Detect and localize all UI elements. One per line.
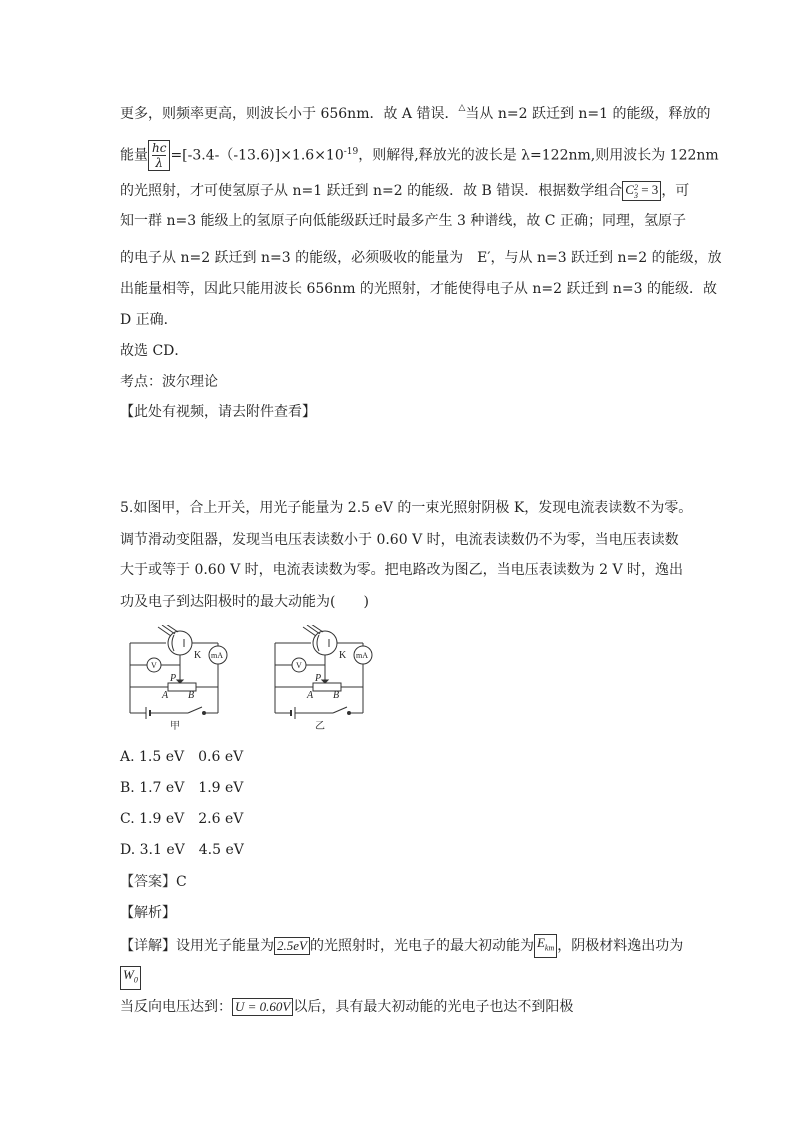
solution-line-1: 更多，则频率更高，则波长小于 656nm．故 A 错误．△当从 n=2 跃迁到 n=1 的能级，释放的 bbox=[120, 103, 711, 122]
question-line-2: 调节滑动变阻器，发现当电压表读数小于 0.60 V 时，电流表读数仍不为零，当电压表读数 bbox=[120, 532, 679, 548]
label-A: A bbox=[162, 690, 169, 701]
detail-line-2 bbox=[120, 966, 141, 990]
label-P: P bbox=[315, 673, 322, 684]
label-K: K bbox=[339, 650, 347, 661]
small-triangle-mark: △ bbox=[458, 103, 466, 113]
label-V: V bbox=[296, 661, 302, 670]
question-line-3: 大于或等于 0.60 V 时，电流表读数为零。把电路改为图乙，当电压表读数为 2 V 时，逸出 bbox=[120, 562, 683, 578]
option-c[interactable]: C. 1.9 eV 2.6 eV bbox=[120, 811, 244, 827]
solution-line-6: 出能量相等，因此只能用波长 656nm 的光照射，才能使得电子从 n=2 跃迁到 n=3 的能级．故 bbox=[120, 281, 718, 297]
voltage-box: U = 0.60V bbox=[232, 998, 293, 1016]
circuit-jia bbox=[130, 625, 227, 719]
label-A: A bbox=[307, 690, 314, 701]
label-B: B bbox=[188, 690, 195, 701]
detail-line-3: 当反向电压达到： U = 0.60V 以后，具有最大初动能的光电子也达不到阳极 bbox=[120, 999, 574, 1015]
label-V: V bbox=[151, 661, 157, 670]
caption-yi: 乙 bbox=[315, 721, 325, 732]
circuit-yi bbox=[275, 625, 372, 719]
question-line-1: 5.如图甲，合上开关，用光子能量为 2.5 eV 的一束光照射阴极 K，发现电流表读数不为零。 bbox=[120, 500, 693, 516]
caption-jia: 甲 bbox=[170, 721, 180, 732]
answer-label: 【答案】 bbox=[120, 874, 176, 890]
video-note: 【此处有视频，请去附件查看】 bbox=[120, 404, 316, 420]
answer-line bbox=[120, 872, 187, 892]
question-line-4: 功及电子到达阳极时的最大动能为( ) bbox=[120, 594, 369, 610]
label-K: K bbox=[194, 650, 202, 661]
detail-line-1: 【详解】设用光子能量为 2.5eV 的光照射时，光电子的最大初动能为 $E_{km}$ ，阴极材料逸出功为 bbox=[120, 934, 683, 958]
label-mA: mA bbox=[356, 651, 368, 660]
detail-tag: 【详解】 bbox=[120, 937, 176, 954]
option-a[interactable]: A. 1.5 eV 0.6 eV bbox=[120, 749, 244, 765]
solution-line-5: 的电子从 n=2 跃迁到 n=3 的能级，必须吸收的能量为 E′，与从 n=3 跃迁到 n=2 的能级，放 bbox=[120, 250, 722, 266]
solution-line-8: 故选 CD． bbox=[120, 343, 189, 359]
photon-energy-box: 2.5eV bbox=[274, 937, 310, 955]
solution-line-9: 考点：波尔理论 bbox=[120, 374, 218, 390]
label-mA: mA bbox=[211, 651, 223, 660]
solution-line-4: 知一群 n=3 能级上的氢原子向低能级跃迁时最多产生 3 种谱线，故 C 正确；同理，氢原子 bbox=[120, 213, 686, 229]
combination-formula-box: C 2 3 = 3 bbox=[622, 181, 661, 200]
circuit-diagrams bbox=[118, 625, 398, 735]
hc-over-lambda-fraction: $\frac{hc}{\lambda}$ bbox=[148, 140, 170, 171]
analysis-label: 【解析】 bbox=[120, 905, 176, 921]
work-function-box: $W_0$ bbox=[120, 966, 141, 990]
solution-line-3: 的光照射，才可使氢原子从 n=1 跃迁到 n=2 的能级．故 B 错误．根据数学组合 C 2 3 = 3 ，可 bbox=[120, 182, 690, 200]
label-P: P bbox=[170, 673, 177, 684]
solution-line-2: 能量 $\frac{hc}{\lambda}$ $=[-3.4-(-13.6)]\times 1.6\times 10^{-19}$，则解得,释放光的波长是 λ=122nm,则用波长为 122nm bbox=[120, 141, 719, 170]
label-B: B bbox=[333, 690, 340, 701]
option-d[interactable]: D. 3.1 eV 4.5 eV bbox=[120, 842, 244, 858]
answer-value: C bbox=[176, 874, 187, 890]
option-b[interactable]: B. 1.7 eV 1.9 eV bbox=[120, 780, 244, 796]
solution-line-7: D 正确． bbox=[120, 312, 178, 328]
max-kinetic-energy-box: $E_{km}$ bbox=[534, 934, 557, 958]
